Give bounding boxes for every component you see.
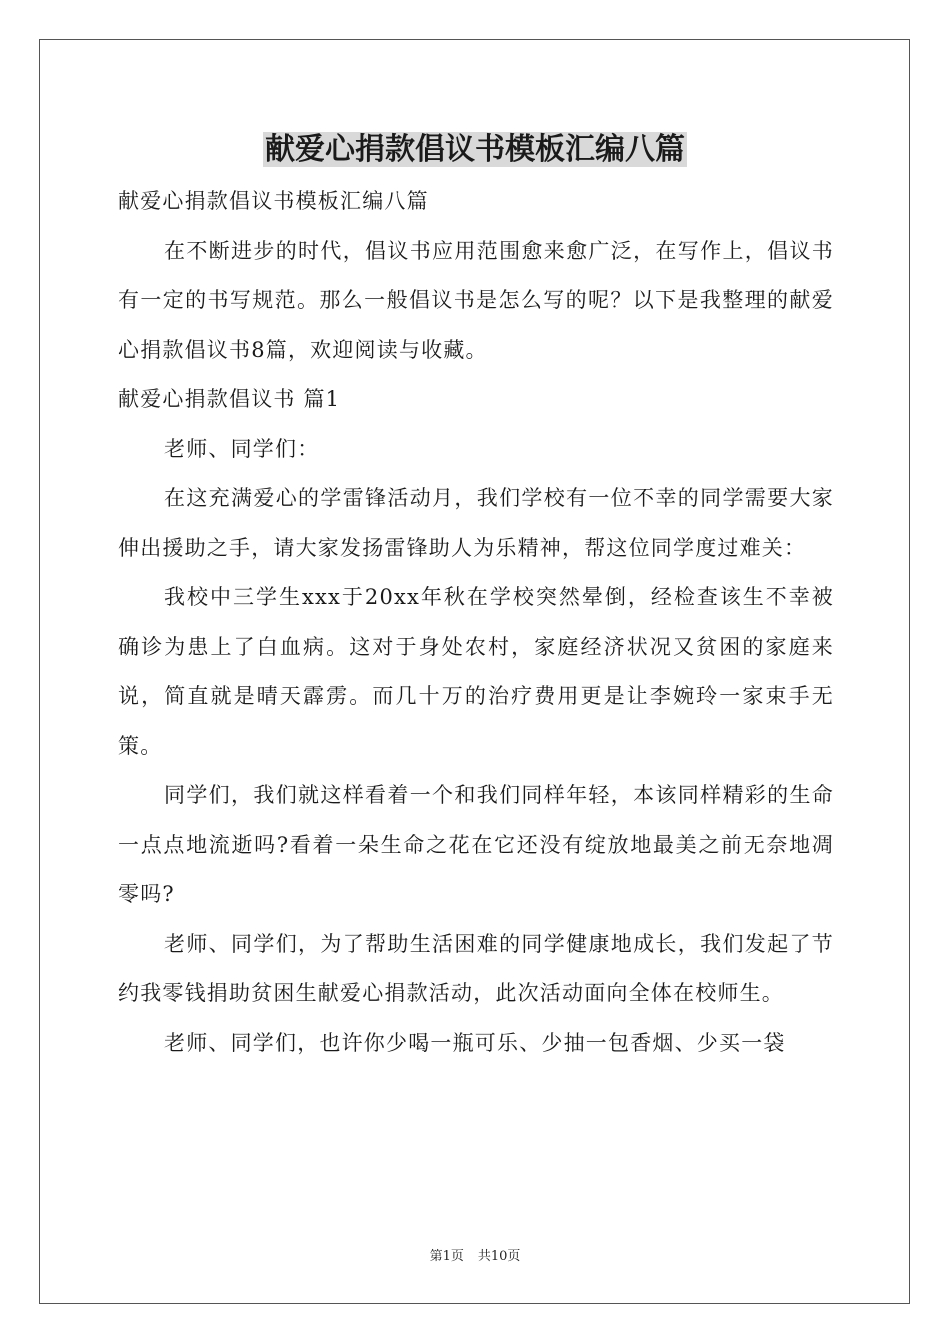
document-title-text: 献爱心捐款倡议书模板汇编八篇: [265, 132, 685, 167]
section-heading: 献爱心捐款倡议书 篇1: [118, 387, 341, 411]
body-paragraph: 老师、同学们，也许你少喝一瓶可乐、少抽一包香烟、少买一袋: [164, 1030, 786, 1055]
subtitle-paragraph: 献爱心捐款倡议书模板汇编八篇: [118, 189, 429, 213]
intro-paragraph: 在不断进步的时代，倡议书应用范围愈来愈广泛，在写作上，倡议书有一定的书写规范。那么一般倡议书是怎么写的呢？以下是我整理的献爱心捐款倡议书8篇，欢迎阅读与收藏。: [118, 238, 834, 362]
document-title: [0, 125, 950, 175]
document-body: [118, 177, 834, 1068]
body-paragraph: 我校中三学生xxx于20xx年秋在学校突然晕倒，经检查该生不幸被确诊为患上了白血病。这对于身处农村，家庭经济状况又贫困的家庭来说，简直就是晴天霹雳。而几十万的治疗费用更是让李婉玲一家束手无策。: [118, 585, 834, 758]
page-number: 第1页: [429, 1249, 464, 1264]
total-pages: 共10页: [477, 1249, 521, 1264]
page-footer: [0, 1249, 950, 1265]
body-paragraph: 在这充满爱心的学雷锋活动月，我们学校有一位不幸的同学需要大家伸出援助之手，请大家发扬雷锋助人为乐精神，帮这位同学度过难关：: [118, 486, 834, 560]
body-paragraph: 老师、同学们，为了帮助生活困难的同学健康地成长，我们发起了节约我零钱捐助贫困生献爱心捐款活动，此次活动面向全体在校师生。: [118, 931, 834, 1005]
salutation-paragraph: 老师、同学们：: [164, 436, 320, 461]
body-paragraph: 同学们，我们就这样看着一个和我们同样年轻，本该同样精彩的生命一点点地流逝吗?看着一朵生命之花在它还没有绽放地最美之前无奈地凋零吗?: [118, 783, 834, 906]
